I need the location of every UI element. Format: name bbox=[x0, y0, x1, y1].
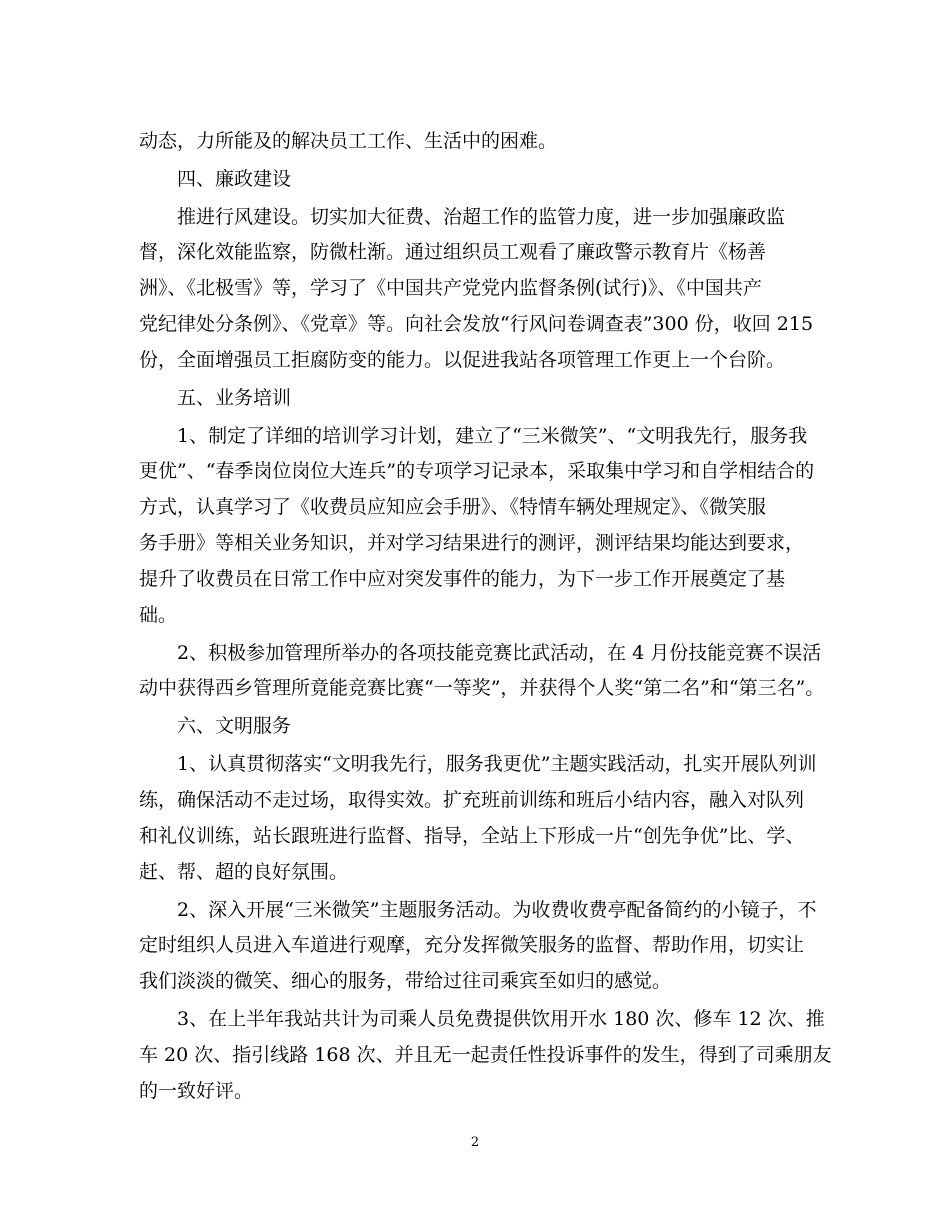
section-heading-training: 五、业务培训 bbox=[177, 387, 292, 409]
paragraph-line: 推进行风建设。切实加大征费、治超工作的监管力度，进一步加强廉政监 bbox=[177, 206, 786, 228]
paragraph-line: 务手册》等相关业务知识，并对学习结果进行的测评，测评结果均能达到要求， bbox=[139, 532, 805, 554]
paragraph-line: 1、制定了详细的培训学习计划，建立了“三米微笑”、“文明我先行，服务我 bbox=[177, 425, 808, 447]
paragraph-line: 3、在上半年我站共计为司乘人员免费提供饮用开水 180 次、修车 12 次、推 bbox=[177, 1008, 825, 1030]
paragraph-line: 动中获得西乡管理所竟能竞赛比赛“一等奖”，并获得个人奖“第二名”和“第三名”。 bbox=[139, 677, 825, 699]
paragraph-line: 2、积极参加管理所举办的各项技能竞赛比武活动，在 4 月份技能竞赛不误活 bbox=[177, 642, 822, 664]
paragraph-line: 份，全面增强员工拒腐防变的能力。以促进我站各项管理工作更上一个台阶。 bbox=[139, 349, 786, 371]
paragraph-line: 2、深入开展“三米微笑”主题服务活动。为收费收费亭配备简约的小镜子，不 bbox=[177, 899, 817, 921]
paragraph-line: 动态，力所能及的解决员工工作、生活中的困难。 bbox=[139, 130, 558, 152]
paragraph-line: 定时组织人员进入车道进行观摩，充分发挥微笑服务的监督、帮助作用，切实让 bbox=[139, 934, 805, 956]
paragraph-line: 练，确保活动不走过场，取得实效。扩充班前训练和班后小结内容，融入对队列 bbox=[139, 789, 805, 811]
paragraph-line: 方式，认真学习了《收费员应知应会手册》、《特情车辆处理规定》、《微笑服 bbox=[139, 496, 767, 518]
page-number: 2 bbox=[470, 1135, 480, 1150]
paragraph-line: 础。 bbox=[139, 604, 178, 626]
paragraph-line: 更优”、“春季岗位岗位大连兵”的专项学习记录本，采取集中学习和自学相结合的 bbox=[139, 460, 815, 482]
paragraph-line: 洲》、《北极雪》等，学习了《中国共产党党内监督条例(试行)》、《中国共产 bbox=[139, 277, 762, 299]
paragraph-line: 我们淡淡的微笑、细心的服务，带给过往司乘宾至如归的感觉。 bbox=[139, 970, 672, 992]
paragraph-line: 督，深化效能监察，防微杜渐。通过组织员工观看了廉政警示教育片《杨善 bbox=[139, 241, 767, 263]
section-heading-integrity: 四、廉政建设 bbox=[177, 168, 292, 190]
paragraph-line: 提升了收费员在日常工作中应对突发事件的能力，为下一步工作开展奠定了基 bbox=[139, 568, 786, 590]
section-heading-civilized-service: 六、文明服务 bbox=[177, 715, 292, 737]
paragraph-line: 党纪律处分条例》、《党章》等。向社会发放“行风问卷调查表”300 份，收回 215 bbox=[139, 313, 814, 335]
paragraph-line: 的一致好评。 bbox=[139, 1080, 254, 1102]
paragraph-line: 1、认真贯彻落实“文明我先行，服务我更优”主题实践活动，扎实开展队列训 bbox=[177, 753, 817, 775]
paragraph-line: 和礼仪训练，站长跟班进行监督、指导，全站上下形成一片“创先争优”比、学、 bbox=[139, 825, 805, 847]
paragraph-line: 车 20 次、指引线路 168 次、并且无一起责任性投诉事件的发生，得到了司乘朋友 bbox=[139, 1044, 832, 1066]
paragraph-line: 赶、帮、超的良好氛围。 bbox=[139, 861, 349, 883]
